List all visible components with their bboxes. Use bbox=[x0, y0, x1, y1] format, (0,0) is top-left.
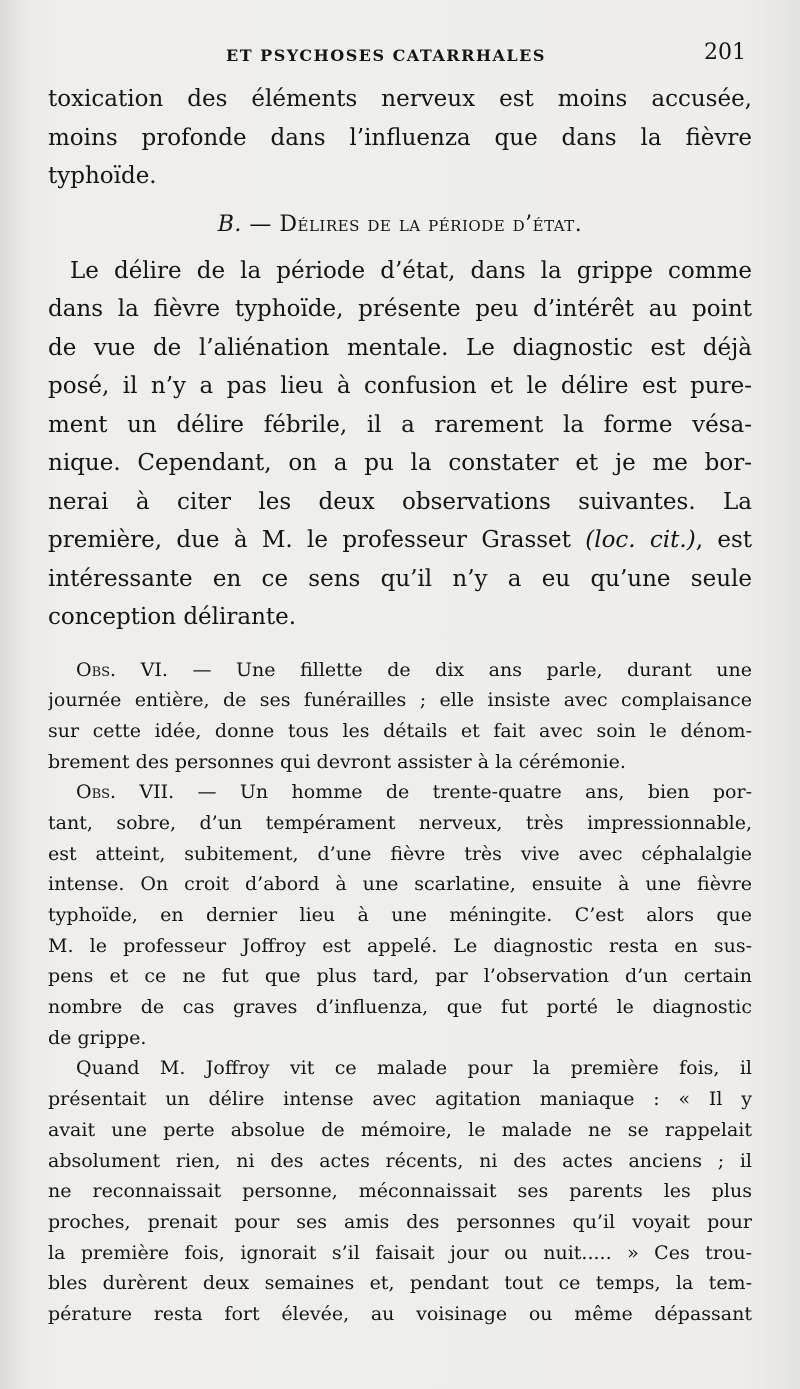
page-number: 201 bbox=[704, 40, 746, 65]
section-heading bbox=[48, 198, 752, 252]
obs-label: Obs. VI. — bbox=[76, 658, 212, 681]
text-line: journée entière, de ses funérailles ; elle insiste avec complaisance bbox=[48, 689, 752, 712]
text-line: posé, il n’y a pas lieu à confusion et le délire est pure- bbox=[48, 373, 752, 399]
text-line: intéressante en ce sens qu’il n’y a eu qu’une seule bbox=[48, 565, 752, 592]
text-line: tant, sobre, d’un tempérament nerveux, très impressionnable, bbox=[48, 811, 752, 834]
obs-first-line bbox=[48, 777, 752, 808]
text-line: typhoïde, en dernier lieu à une méningite. C’est alors que bbox=[48, 904, 752, 926]
text-line: pens et ce ne fut que plus tard, par l’observation d’un certain bbox=[48, 965, 752, 988]
observation-6 bbox=[48, 655, 752, 778]
text-line: nombre de cas graves d’influenza, que fut porté le diagnostic bbox=[48, 996, 752, 1019]
page-header bbox=[48, 40, 752, 74]
text-line: la première fois, ignorait s’il faisait jour ou nuit..... » Ces trou- bbox=[48, 1241, 752, 1264]
text-line-with-citation bbox=[48, 521, 752, 560]
citation: (loc. cit.) bbox=[585, 527, 696, 553]
paragraph-3 bbox=[48, 1053, 752, 1329]
text-line: brement des personnes qui devront assister à la cérémonie. bbox=[48, 750, 626, 773]
text-line: intense. On croit d’abord à une scarlatine, ensuite à une fièvre bbox=[48, 873, 752, 896]
text-line: présentait un délire intense avec agitation maniaque : « Il y bbox=[48, 1088, 752, 1111]
text-line: Quand M. Joffroy vit ce malade pour la première fois, il bbox=[76, 1057, 752, 1080]
observation-7 bbox=[48, 777, 752, 1053]
text-line: moins profonde dans l’influenza que dans la fièvre bbox=[48, 124, 752, 151]
running-title: ET PSYCHOSES CATARRHALES bbox=[226, 46, 546, 65]
text-line: avait une perte absolue de mémoire, le malade ne se rappelait bbox=[48, 1118, 752, 1141]
text-line: Le délire de la période d’état, dans la grippe comme bbox=[70, 257, 752, 284]
text-line: proches, prenait pour ses amis des personnes qu’il voyait pour bbox=[48, 1210, 752, 1233]
page-body bbox=[48, 80, 752, 1330]
text-line: de vue de l’aliénation mentale. Le diagnostic est déjà bbox=[48, 334, 752, 361]
text-line: dans la fièvre typhoïde, présente peu d’intérêt au point bbox=[48, 296, 752, 322]
text-line: bles durèrent deux semaines et, pendant tout ce temps, la tem- bbox=[48, 1272, 752, 1295]
paragraph-1 bbox=[48, 80, 752, 196]
text-segment: Une fillette de dix ans parle, durant une bbox=[236, 658, 752, 681]
section-dash: — bbox=[249, 211, 272, 237]
text-line: sur cette idée, donne tous les détails et fait avec soin le dénom- bbox=[48, 719, 752, 742]
text-line: de grippe. bbox=[48, 1026, 147, 1049]
text-segment: , est bbox=[695, 527, 752, 553]
text-line: nique. Cependant, on a pu la constater et je me bor- bbox=[48, 450, 752, 476]
text-line: toxication des éléments nerveux est moins accusée, bbox=[48, 86, 752, 112]
text-segment: Un homme de trente-quatre ans, bien por- bbox=[239, 781, 752, 804]
text-line: ment un délire fébrile, il a rarement la forme vésa- bbox=[48, 411, 752, 438]
text-segment: première, due à M. le professeur Grasset bbox=[48, 527, 586, 553]
text-line: pérature resta fort élevée, au voisinage ou même dépassant bbox=[48, 1302, 752, 1325]
section-letter: B. bbox=[217, 211, 242, 237]
text-line: absolument rien, ni des actes récents, ni des actes anciens ; il bbox=[48, 1149, 752, 1172]
text-line: est atteint, subitement, d’une fièvre très vive avec céphalalgie bbox=[48, 842, 752, 865]
text-line: typhoïde. bbox=[48, 163, 157, 189]
text-line: ne reconnaissait personne, méconnaissait ses parents les plus bbox=[48, 1180, 752, 1203]
section-title: Délires de la période d’état. bbox=[279, 211, 583, 237]
paragraph-2 bbox=[48, 252, 752, 637]
text-line: nerai à citer les deux observations suivantes. La bbox=[48, 488, 752, 515]
obs-first-line bbox=[48, 655, 752, 686]
obs-label: Obs. VII. — bbox=[76, 781, 217, 804]
text-line: M. le professeur Joffroy est appelé. Le diagnostic resta en sus- bbox=[48, 934, 752, 957]
text-line: conception délirante. bbox=[48, 604, 297, 630]
